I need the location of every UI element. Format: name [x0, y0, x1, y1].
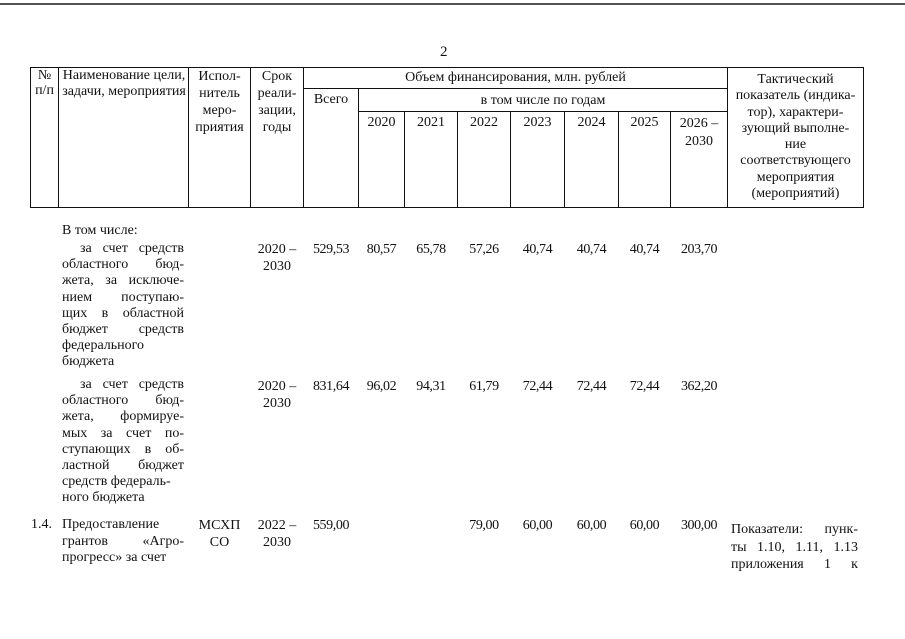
header-col-by-years: в том числе по годам: [480, 93, 606, 108]
row-total: 831,64: [312, 379, 350, 394]
row-indicator: Показатели: пунк- ты 1.10, 1.11, 1.13 приложения 1 к: [731, 522, 858, 572]
row-value-2024: 40,74: [576, 242, 607, 257]
row-value-2026-2030: 362,20: [680, 379, 718, 394]
header-col-num: № п/п: [35, 68, 54, 98]
row-value-2026-2030: 300,00: [680, 518, 718, 533]
header-year-2024: 2024: [577, 115, 606, 130]
header-col-executor: Испол- нитель меро- приятия: [195, 69, 244, 135]
row-value-2024: 72,44: [576, 379, 607, 394]
row-name: за счет средств областного бюд- жета, за исключе- нием поступаю- щих в областной бюджет средств федерального бюджета: [62, 241, 184, 370]
row-value-2023: 40,74: [522, 242, 553, 257]
header-col-term: Срок реали- зации, годы: [257, 69, 297, 135]
row-value-2021: 65,78: [416, 242, 446, 257]
header-year-2023: 2023: [523, 115, 552, 130]
row-name: за счет средств областного бюд- жета, формируе- мых за счет по- ступающих в об- ластной бюджет средств федераль- ного бюджета: [62, 377, 184, 506]
header-year-2022: 2022: [470, 115, 498, 130]
row-number: 1.4.: [31, 517, 52, 532]
header-year-2020: 2020: [367, 115, 396, 130]
row-executor: МСХП СО: [198, 518, 241, 550]
row-value-2023: 60,00: [522, 518, 553, 533]
intro-text: В том числе:: [62, 223, 138, 238]
row-value-2025: 60,00: [629, 518, 660, 533]
row-term: 2020 – 2030: [257, 242, 297, 274]
row-value-2023: 72,44: [522, 379, 553, 394]
row-value-2024: 60,00: [576, 518, 607, 533]
row-value-2022: 61,79: [469, 379, 499, 394]
row-term: 2022 – 2030: [257, 518, 297, 550]
row-value-2021: 94,31: [416, 379, 446, 394]
row-value-2022: 57,26: [469, 242, 499, 257]
header-col-funding: Объем финансирования, млн. рублей: [405, 70, 626, 85]
row-value-2020: 80,57: [366, 242, 397, 257]
row-name: Предоставление грантов «Агро- прогресс» за счет: [62, 517, 184, 565]
top-border-line: [0, 3, 905, 5]
header-year-2025: 2025: [630, 115, 659, 130]
header-col-name: Наименование цели, задачи, мероприятия: [62, 68, 186, 99]
row-value-2020: 96,02: [366, 379, 397, 394]
header-year-2026-2030: 2026 – 2030: [679, 116, 719, 149]
row-value-2022: 79,00: [469, 518, 499, 533]
row-total: 559,00: [312, 518, 350, 533]
header-col-indicator: Тактический показатель (индика- тор), характери- зующий выполне- ние соответствующего мероприятия (мероприятий): [735, 72, 856, 202]
header-year-2021: 2021: [417, 115, 445, 130]
page-number: 2: [440, 44, 448, 60]
row-value-2025: 72,44: [629, 379, 660, 394]
row-term: 2020 – 2030: [257, 379, 297, 411]
row-total: 529,53: [312, 242, 350, 257]
header-col-total: Всего: [313, 92, 349, 107]
row-value-2026-2030: 203,70: [680, 242, 718, 257]
row-value-2025: 40,74: [629, 242, 660, 257]
table-header: [30, 67, 864, 208]
